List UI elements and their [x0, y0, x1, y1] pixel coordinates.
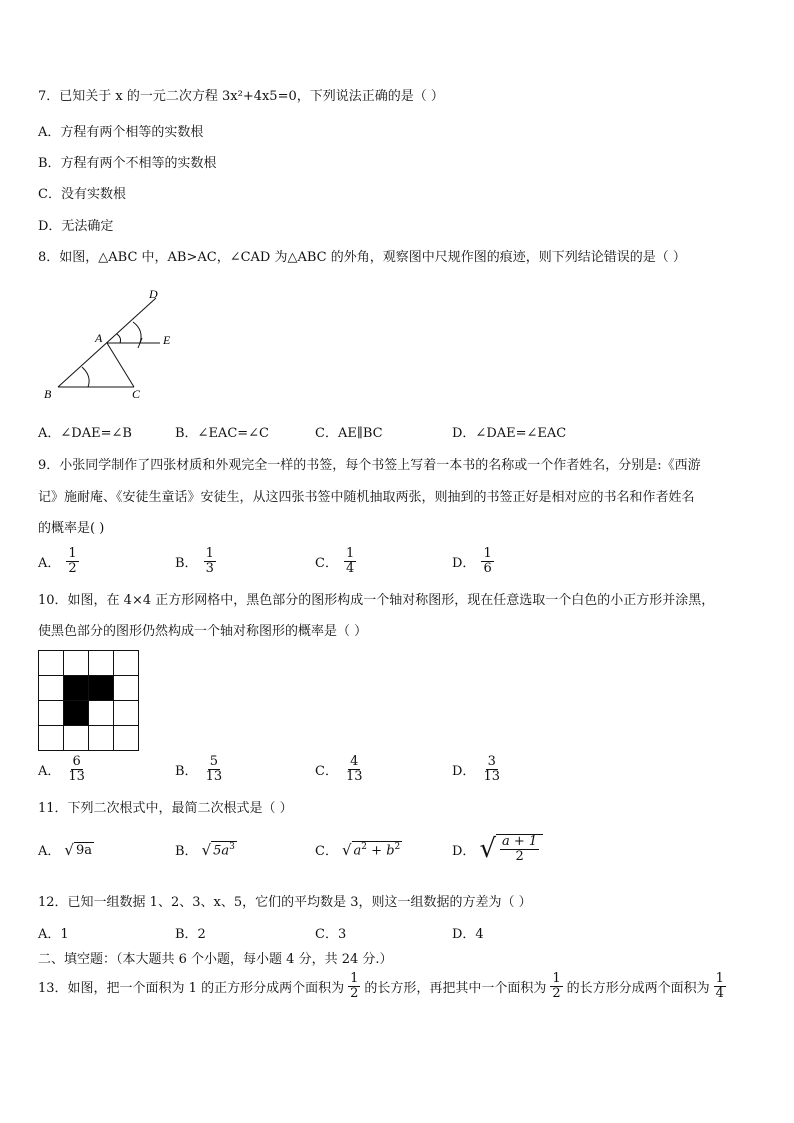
q13-stem: 13．如图，把一个面积为 1 的正方形分成两个面积为 $\frac{1}{2}$ 的长方形，再把其中一个面积为 $\frac{1}{2}$ 的长方形分成两个面积为 $\frac{1}{4}$	[38, 971, 724, 1001]
q12-option-a: A．1	[38, 927, 69, 942]
grid-cell-black	[64, 701, 89, 726]
q10-stem-line2: 使黑色部分的图形仍然构成一个轴对称图形的概率是（ ）	[38, 624, 368, 639]
grid-cell-white	[89, 726, 114, 751]
q10-option-b: B． $\frac{5}{13}$	[175, 754, 223, 784]
q7-option-a: A．方程有两个相等的实数根	[38, 125, 204, 140]
radical: √ $\frac{a + 1}{2}$	[479, 834, 543, 864]
grid-cell-white	[114, 651, 139, 676]
q12-option-b: B．2	[175, 927, 206, 942]
q12-option-c: C．3	[315, 927, 347, 942]
q11-stem: 11．下列二次根式中，最简二次根式是（ ）	[38, 801, 293, 816]
q7-option-c: C．没有实数根	[38, 187, 126, 202]
fraction: $\frac{3}{13}$	[483, 754, 500, 784]
q8-stem: 8．如图，△ABC 中，AB>AC，∠CAD 为△ABC 的外角，观察图中尺规作图的痕迹，则下列结论错误的是（ ）	[38, 250, 686, 265]
grid-cell-white	[39, 726, 64, 751]
line-ac	[107, 343, 134, 387]
grid-cell-white	[39, 676, 64, 701]
grid-cell-white	[89, 651, 114, 676]
q10-option-c: C． $\frac{4}{13}$	[315, 754, 363, 784]
fraction: $\frac{1}{6}$	[483, 546, 492, 576]
fraction: $\frac{1}{2}$	[552, 971, 561, 1001]
q9-option-b: B． $\frac{1}{3}$	[175, 546, 214, 576]
q11-option-a: A． √ 9a	[38, 840, 92, 859]
radical: √ $a^2 + b^2$	[341, 840, 401, 859]
q9-stem-line1: 9．小张同学制作了四张材质和外观完全一样的书签，每个书签上写着一本书的名称或一个作者姓名，分别是:《西游	[38, 458, 701, 473]
arc-at-b	[82, 367, 89, 387]
q10-grid-figure	[38, 650, 139, 751]
arc-at-a	[133, 322, 141, 343]
q11-option-d: D． √ $\frac{a + 1}{2}$	[452, 834, 543, 864]
fraction: $\frac{4}{13}$	[345, 754, 363, 784]
arc-at-a-small	[117, 334, 121, 343]
grid-cell-black	[64, 676, 89, 701]
q10-option-a: A． $\frac{6}{13}$	[38, 754, 85, 784]
q8-option-d: D．∠DAE=∠EAC	[452, 426, 567, 441]
grid-cell-white	[114, 701, 139, 726]
q9-stem-line3: 的概率是( )	[38, 521, 105, 536]
grid-cell-white	[114, 726, 139, 751]
radical: √ 9a	[64, 840, 92, 859]
fraction: $\frac{1}{3}$	[205, 546, 214, 576]
q10-option-d: D． $\frac{3}{13}$	[452, 754, 500, 784]
label-b: B	[44, 387, 52, 401]
q11-option-c: C． √ $a^2 + b^2$	[315, 840, 401, 859]
grid-cell-white	[64, 651, 89, 676]
grid-cell-white	[114, 676, 139, 701]
q7-option-b: B．方程有两个不相等的实数根	[38, 156, 217, 171]
grid-cell-white	[39, 651, 64, 676]
fraction: $\frac{1}{2}$	[350, 971, 359, 1001]
fraction: $\frac{5}{13}$	[205, 754, 223, 784]
label-c: C	[132, 387, 141, 401]
fraction: $\frac{6}{13}$	[68, 754, 85, 784]
grid-cell-white	[39, 701, 64, 726]
q8-option-b: B．∠EAC=∠C	[175, 426, 270, 441]
q9-option-a: A． $\frac{1}{2}$	[38, 546, 77, 576]
q7-option-d: D．无法确定	[38, 219, 114, 234]
q9-option-c: C． $\frac{1}{4}$	[315, 546, 355, 576]
section-heading: 二、填空题：（本大题共 6 个小题，每小题 4 分，共 24 分.）	[38, 952, 393, 967]
q12-stem: 12．已知一组数据 1、2、3、x、5，它们的平均数是 3，则这一组数据的方差为（ ）	[38, 895, 532, 910]
q10-stem-line1: 10．如图，在 4×4 正方形网格中，黑色部分的图形构成一个轴对称图形，现在任意选取一个白色的小正方形并涂黑，	[38, 593, 715, 608]
grid-cell-white	[64, 726, 89, 751]
q9-option-d: D． $\frac{1}{6}$	[452, 546, 492, 576]
q8-option-a: A．∠DAE=∠B	[38, 426, 132, 441]
label-a: A	[95, 331, 103, 345]
grid-cell-black	[89, 676, 114, 701]
fraction: $\frac{1}{4}$	[345, 546, 355, 576]
q7-stem: 7．已知关于 x 的一元二次方程 3x²+4x5=0，下列说法正确的是（ ）	[38, 89, 444, 104]
q9-stem-line2: 记》施耐庵、《安徒生童话》安徒生，从这四张书签中随机抽取两张，则抽到的书签正好是相对应的书名和作者姓名	[38, 490, 695, 505]
fraction: $\frac{1}{4}$	[715, 971, 724, 1001]
label-d: D	[149, 287, 158, 301]
grid-cell-white	[89, 701, 114, 726]
q8-option-c: C．AE∥BC	[315, 426, 383, 441]
label-e: E	[163, 333, 171, 347]
q8-figure	[36, 284, 186, 406]
fraction: $\frac{1}{2}$	[68, 546, 77, 576]
q12-option-d: D．4	[452, 927, 484, 942]
fraction: $\frac{a + 1}{2}$	[502, 834, 538, 864]
radical: √ $5a^3$	[201, 840, 235, 859]
q11-option-b: B． √ $5a^3$	[175, 840, 235, 859]
